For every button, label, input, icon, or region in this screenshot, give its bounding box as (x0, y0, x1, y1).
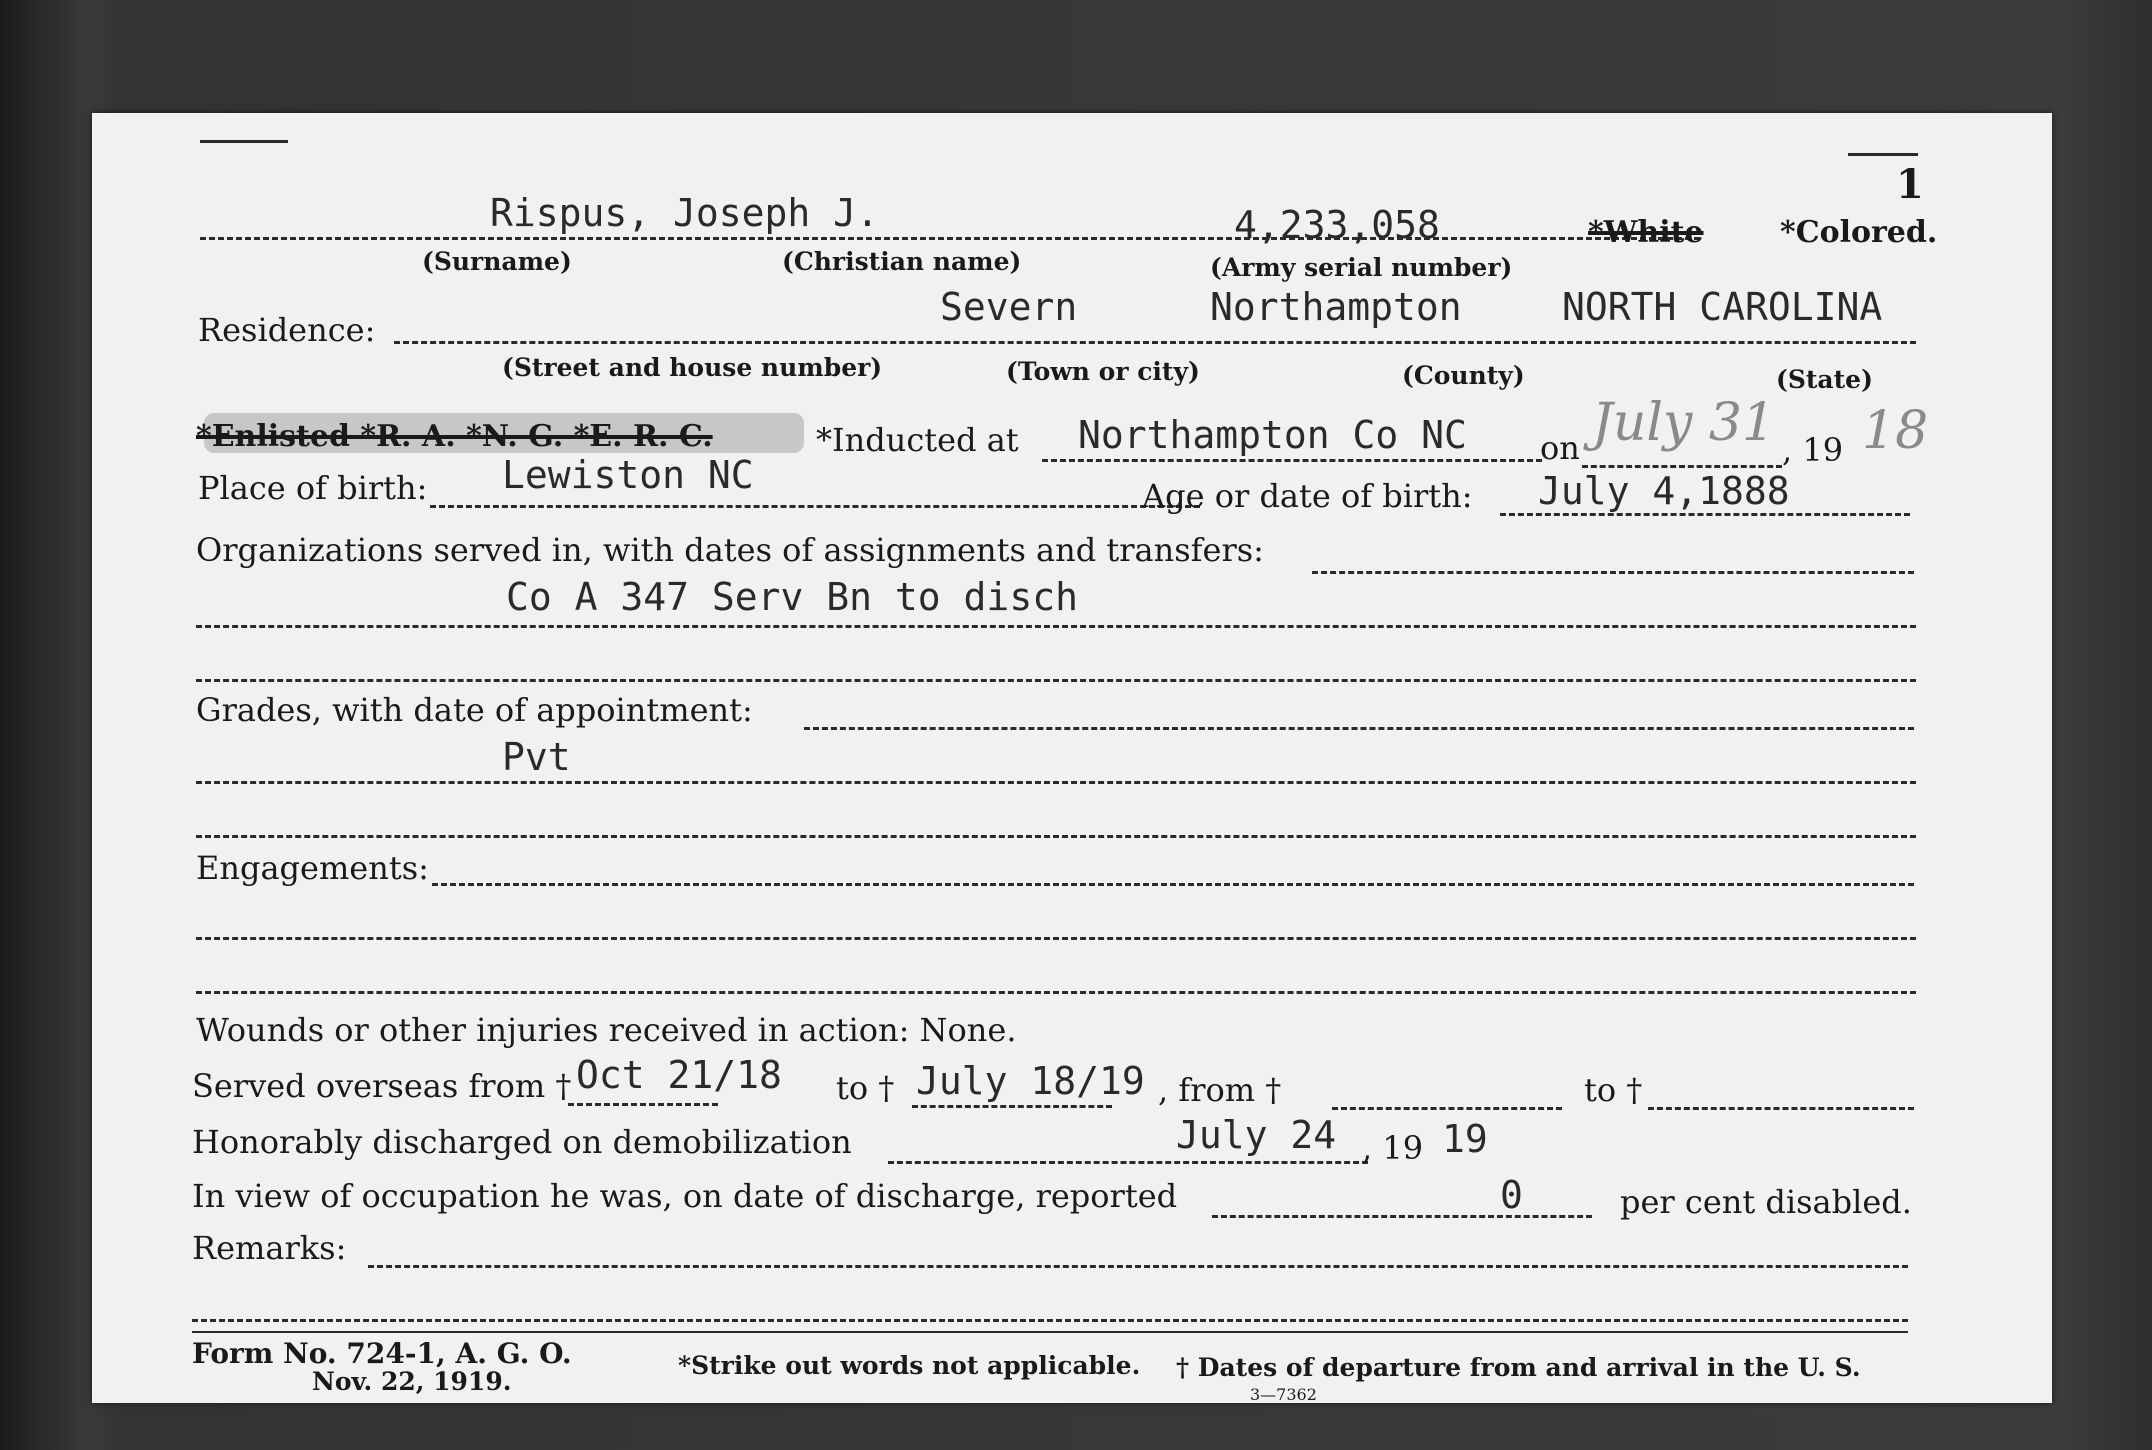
christian-name-caption: (Christian name) (782, 247, 1022, 276)
residence-town: Severn (940, 285, 1078, 329)
overseas-from-line (568, 1103, 718, 1106)
disability-label: In view of occupation he was, on date of discharge, reported (192, 1177, 1178, 1215)
engagements-label: Engagements: (196, 849, 429, 887)
disability-suffix: per cent disabled. (1620, 1183, 1912, 1221)
inducted-year-prefix: , 19 (1782, 431, 1844, 469)
overseas-to-label: to † (836, 1069, 895, 1107)
residence-line (394, 341, 1916, 344)
discharge-line (888, 1161, 1368, 1164)
place-of-birth-label: Place of birth: (198, 469, 428, 507)
enlisted-options: *Enlisted *R. A. *N. G. *E. R. C. (196, 419, 713, 454)
grades-line-2 (196, 781, 1916, 784)
overseas-to2-line (1648, 1107, 1914, 1110)
form-number: Form No. 724-1, A. G. O. (192, 1337, 572, 1370)
organizations-line-2 (196, 625, 1916, 628)
organizations-value: Co A 347 Serv Bn to disch (506, 575, 1078, 619)
race-colored-option: *Colored. (1780, 215, 1938, 250)
age-line (1500, 513, 1910, 516)
disability-value: 0 (1500, 1173, 1523, 1217)
county-caption: (County) (1402, 361, 1525, 390)
inducted-on-label: on (1540, 429, 1580, 467)
serial-value: 4,233,058 (1234, 203, 1440, 247)
engagements-line-2 (196, 937, 1916, 940)
inducted-date-value: July 31 (1592, 393, 1776, 453)
overseas-to-line (912, 1105, 1112, 1108)
dates-note: † Dates of departure from and arrival in the U. S. (1176, 1353, 1861, 1382)
organizations-label: Organizations served in, with dates of assignments and transfers: (196, 531, 1264, 569)
remarks-line-1 (368, 1265, 1908, 1268)
organizations-line-3 (196, 679, 1916, 682)
inducted-place-line (1042, 459, 1542, 462)
top-left-rule (200, 140, 288, 143)
card-number: 1 (1896, 161, 1924, 208)
street-caption: (Street and house number) (502, 353, 883, 382)
disability-line (1212, 1215, 1592, 1218)
inducted-date-line (1582, 465, 1782, 468)
engagements-line-1 (432, 883, 1914, 886)
age-label: Age or date of birth: (1142, 477, 1473, 515)
overseas-from-value: Oct 21/18 (576, 1053, 782, 1097)
print-code: 3—7362 (1250, 1385, 1317, 1404)
discharge-year-value: 19 (1442, 1117, 1488, 1161)
birthplace-line (430, 505, 1200, 508)
service-record-card (92, 113, 2052, 1403)
inducted-place-value: Northampton Co NC (1078, 413, 1467, 457)
engagements-line-3 (196, 991, 1916, 994)
race-white-option: *White (1588, 215, 1704, 250)
overseas-to2-label: to † (1584, 1071, 1643, 1109)
footer-rule (192, 1331, 1908, 1333)
overseas-from2-line (1332, 1107, 1562, 1110)
residence-state: NORTH CAROLINA (1562, 285, 1883, 329)
remarks-line-2 (192, 1319, 1908, 1322)
top-right-rule (1848, 153, 1918, 156)
overseas-label: Served overseas from † (192, 1067, 572, 1105)
discharge-year-prefix: , 19 (1362, 1129, 1424, 1167)
town-caption: (Town or city) (1006, 357, 1200, 386)
surname-line (200, 237, 1700, 240)
residence-county: Northampton (1210, 285, 1462, 329)
overseas-from2-label: , from † (1158, 1071, 1282, 1109)
form-date: Nov. 22, 1919. (312, 1367, 512, 1396)
organizations-line-1 (1312, 571, 1914, 574)
state-caption: (State) (1776, 365, 1873, 394)
grades-label: Grades, with date of appointment: (196, 691, 753, 729)
grades-line-1 (804, 727, 1914, 730)
wounds-label: Wounds or other injuries received in action: None. (196, 1011, 1017, 1049)
overseas-to-value: July 18/19 (916, 1059, 1145, 1103)
birthplace-value: Lewiston NC (502, 453, 754, 497)
inducted-at-label: *Inducted at (816, 421, 1019, 459)
grades-line-3 (196, 835, 1916, 838)
residence-label: Residence: (198, 311, 376, 349)
grades-value: Pvt (502, 735, 571, 779)
discharge-date-value: July 24 (1176, 1113, 1337, 1157)
surname-value: Rispus, Joseph J. (490, 191, 879, 235)
strike-note: *Strike out words not applicable. (678, 1351, 1141, 1380)
serial-caption: (Army serial number) (1210, 253, 1513, 282)
surname-caption: (Surname) (422, 247, 572, 276)
age-value: July 4,1888 (1538, 469, 1790, 513)
discharge-label: Honorably discharged on demobilization (192, 1123, 852, 1161)
remarks-label: Remarks: (192, 1229, 347, 1267)
inducted-year-value: 18 (1862, 401, 1929, 461)
